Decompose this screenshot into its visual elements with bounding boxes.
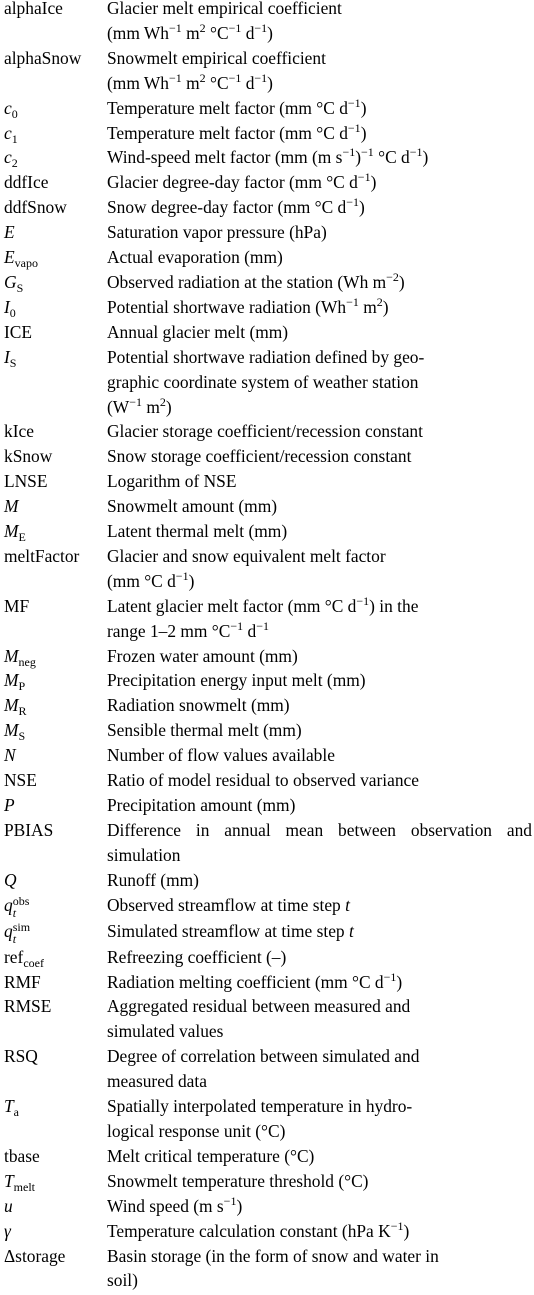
glossary-description: Basin storage (in the form of snow and water in soil) (107, 1245, 439, 1291)
glossary-row (4, 768, 532, 793)
glossary-description: Wind speed (m $s^{-1}$) (107, 1193, 243, 1216)
glossary-description: Potential shortwave radiation defined by geo- graphic coordinate system of weather station ($W^{-1}$ $m^2$) (107, 346, 425, 417)
glossary-description: Latent glacier melt factor (mm °C $d^{-1}$) in the range 1–2 mm $^\circ C^{-1}$ $d^{-1}$ (107, 593, 419, 641)
glossary-description: Frozen water amount (mm) (107, 645, 298, 666)
glossary-row (4, 96, 532, 121)
glossary-symbol: $c_2$ (4, 147, 18, 171)
glossary-description: Ratio of model residual to observed variance (107, 770, 419, 791)
glossary-description: Aggregated residual between measured and simulated values (107, 996, 411, 1042)
glossary-description: Actual evaporation (mm) (107, 247, 283, 268)
glossary-row (4, 121, 532, 146)
glossary-symbol: M (4, 496, 19, 517)
glossary-row (4, 0, 532, 46)
glossary-description: Radiation melting coefficient (mm °C $d^{-1}$) (107, 969, 403, 992)
glossary-description: Temperature calculation constant (hPa $K^{-1}$) (107, 1218, 410, 1241)
glossary-symbol: ICE (4, 321, 33, 342)
glossary-row (4, 444, 532, 469)
glossary-row (4, 693, 532, 718)
glossary-row (4, 970, 532, 995)
glossary-symbol: $G_S$ (4, 271, 24, 295)
glossary-row (4, 919, 532, 945)
glossary-row (4, 220, 532, 245)
glossary-symbol: $M_E$ (4, 521, 26, 545)
glossary-symbol: $M_{neg}$ (4, 645, 36, 669)
glossary-row (4, 945, 532, 970)
glossary-description: Snow degree-day factor (mm °C $d^{-1}$) (107, 195, 365, 218)
glossary-symbol: PBIAS (4, 819, 54, 840)
glossary-row (4, 1094, 532, 1144)
glossary-row (4, 270, 532, 295)
glossary-row (4, 1219, 532, 1244)
glossary-symbol: $M_P$ (4, 670, 26, 694)
glossary-symbol: $c_0$ (4, 97, 18, 121)
glossary-description: Glacier and snow equivalent melt factor (mm °C $d^{-1}$) (107, 545, 386, 591)
glossary-row (4, 419, 532, 444)
glossary-row (4, 469, 532, 494)
glossary-symbol: meltFactor (4, 545, 80, 566)
glossary-symbol: $c_1$ (4, 122, 18, 146)
glossary-row (4, 1244, 532, 1294)
glossary-symbol: MF (4, 595, 30, 616)
glossary-description: Snowmelt temperature threshold (°C) (107, 1170, 369, 1191)
glossary-symbol: $I_0$ (4, 296, 16, 320)
glossary-description: Logarithm of NSE (107, 471, 237, 492)
glossary-row (4, 644, 532, 669)
glossary-description: Precipitation energy input melt (mm) (107, 670, 366, 691)
glossary-symbol: RMSE (4, 996, 52, 1017)
glossary-symbol: kSnow (4, 446, 53, 467)
glossary-symbol: ddfSnow (4, 197, 67, 218)
glossary-row (4, 345, 532, 420)
glossary-description: Temperature melt factor (mm °C $d^{-1}$) (107, 120, 367, 143)
glossary-symbol: N (4, 745, 16, 766)
glossary-description: Saturation vapor pressure (hPa) (107, 222, 327, 243)
glossary-symbol: tbase (4, 1145, 40, 1166)
glossary-symbol: $T_{melt}$ (4, 1170, 35, 1194)
glossary-row (4, 1194, 532, 1219)
glossary-row (4, 170, 532, 195)
glossary-symbol: $I_S$ (4, 346, 17, 370)
glossary-description: Snowmelt empirical coefficient (mm $Wh^{-1}$ $m^2$ $^\circ C^{-1}$ $d^{-1}$) (107, 47, 326, 93)
glossary-description: Number of flow values available (107, 745, 335, 766)
glossary-row (4, 868, 532, 893)
glossary-description: Runoff (mm) (107, 869, 199, 890)
glossary-symbol: LNSE (4, 471, 48, 492)
glossary-description: Temperature melt factor (mm °C $d^{-1}$) (107, 95, 367, 118)
glossary-row (4, 46, 532, 96)
glossary-row (4, 718, 532, 743)
glossary-description: Potential shortwave radiation ($Wh^{-1}$ $m^2$) (107, 294, 389, 317)
glossary-description: Sensible thermal melt (mm) (107, 720, 302, 741)
glossary-symbol: q obs t (4, 893, 30, 920)
glossary-symbol: $T_a$ (4, 1096, 19, 1120)
glossary-symbol: ddfIce (4, 172, 49, 193)
glossary-symbol: alphaSnow (4, 47, 82, 68)
glossary-description: Observed streamflow at time step t (107, 894, 350, 915)
glossary-row (4, 295, 532, 320)
glossary-description: Degree of correlation between simulated and measured data (107, 1046, 420, 1092)
glossary-symbol: q sim t (4, 919, 31, 946)
glossary-row (4, 743, 532, 768)
glossary-symbol: NSE (4, 770, 37, 791)
glossary-row (4, 320, 532, 345)
glossary-symbol: u (4, 1195, 13, 1216)
glossary-description: Glacier melt empirical coefficient (mm $Wh^{-1}$ $m^2$ $^\circ C^{-1}$ $d^{-1}$) (107, 0, 342, 43)
glossary-symbol: $M_R$ (4, 695, 27, 719)
glossary-description: Annual glacier melt (mm) (107, 321, 289, 342)
glossary-description: Glacier storage coefficient/recession constant (107, 421, 423, 442)
glossary-symbol: γ (4, 1220, 11, 1241)
glossary-description: Snowmelt amount (mm) (107, 496, 278, 517)
glossary-description: Wind-speed melt factor (mm (m $s^{-1})^{-1}$ °C $d^{-1}$) (107, 145, 429, 168)
glossary-symbol: P (4, 795, 15, 815)
glossary-row (4, 544, 532, 594)
glossary-description: Refreezing coefficient (–) (107, 946, 287, 967)
glossary-symbol: ref$_{coef}$ (4, 946, 44, 970)
glossary-description: Radiation snowmelt (mm) (107, 695, 290, 716)
glossary-row (4, 494, 532, 519)
glossary-symbol: RMF (4, 971, 41, 992)
glossary-symbol: kIce (4, 421, 34, 442)
glossary-symbol: Q (4, 869, 17, 890)
glossary-description: Melt critical temperature (°C) (107, 1145, 315, 1166)
nomenclature-list (4, 0, 532, 1293)
glossary-row (4, 195, 532, 220)
glossary-description: Glacier degree-day factor (mm °C $d^{-1}$) (107, 170, 377, 193)
glossary-row (4, 594, 532, 644)
glossary-symbol: $E_{vapo}$ (4, 247, 38, 271)
glossary-description: Precipitation amount (mm) (107, 795, 296, 815)
glossary-symbol: RSQ (4, 1046, 38, 1067)
glossary-row (4, 245, 532, 270)
glossary-row (4, 145, 532, 170)
glossary-row (4, 818, 532, 868)
glossary-description: Latent thermal melt (mm) (107, 521, 288, 542)
glossary-description: Observed radiation at the station (Wh $m^{-2}$) (107, 269, 405, 292)
glossary-row (4, 1044, 532, 1094)
glossary-description: Snow storage coefficient/recession constant (107, 446, 412, 467)
glossary-symbol: $M_S$ (4, 720, 26, 744)
glossary-description: Difference in annual mean between observation and simulation (107, 819, 532, 865)
glossary-row (4, 668, 532, 693)
glossary-row (4, 1144, 532, 1169)
glossary-symbol: alphaIce (4, 0, 63, 18)
glossary-row (4, 994, 532, 1044)
glossary-row (4, 893, 532, 919)
glossary-row (4, 793, 532, 818)
glossary-row (4, 519, 532, 544)
glossary-row (4, 1169, 532, 1194)
glossary-symbol: E (4, 222, 15, 243)
glossary-description: Simulated streamflow at time step t (107, 920, 354, 941)
glossary-description: Spatially interpolated temperature in hydro- logical response unit (°C) (107, 1096, 413, 1141)
glossary-symbol: Δstorage (4, 1245, 66, 1266)
